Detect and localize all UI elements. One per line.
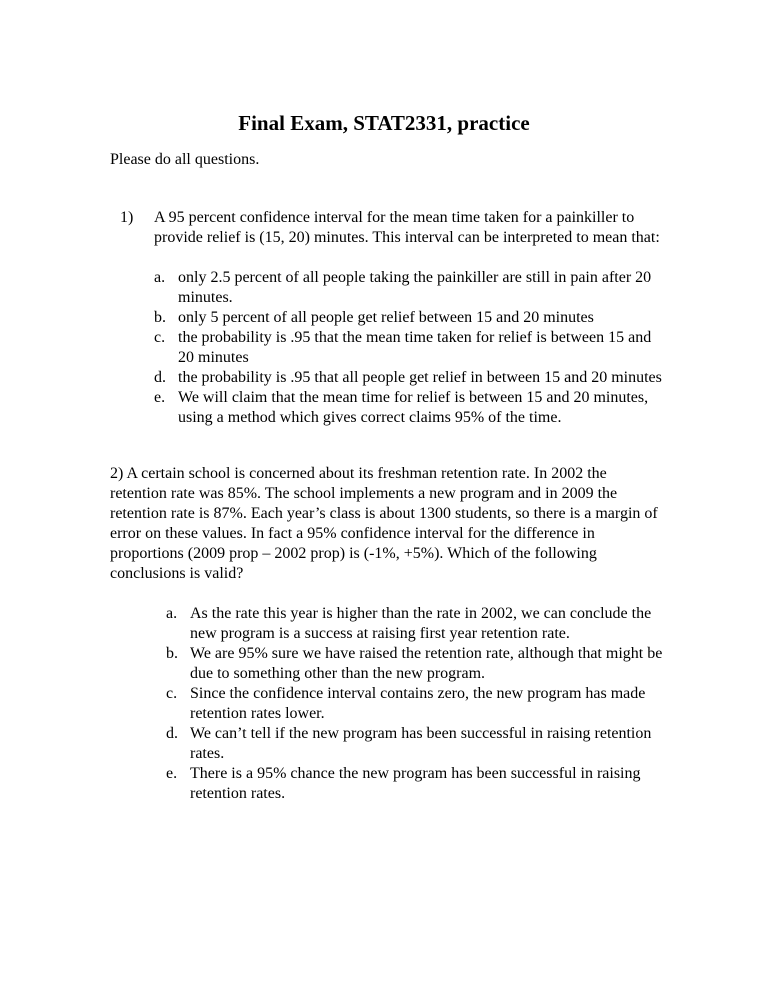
option-text: the probability is .95 that the mean time taken for relief is between 15 and 20 minutes <box>178 329 652 366</box>
option-letter: d. <box>154 369 166 386</box>
instructions: Please do all questions. <box>110 151 260 168</box>
option-letter: a. <box>166 605 178 622</box>
option-text: As the rate this year is higher than the rate in 2002, we can conclude the new program is a success at raising first year retention rate. <box>190 605 652 642</box>
option-letter: e. <box>166 765 178 782</box>
question-1-option-b <box>154 308 670 328</box>
page-title: Final Exam, STAT2331, practice <box>238 111 530 135</box>
option-text: There is a 95% chance the new program has been successful in raising retention rates. <box>190 765 641 802</box>
question-1-text: A 95 percent confidence interval for the mean time taken for a painkiller to provide relief is (15, 20) minutes. This interval can be interpreted to mean that: <box>154 209 660 246</box>
question-2 <box>110 464 665 804</box>
option-letter: b. <box>154 309 166 326</box>
option-text: only 2.5 percent of all people taking the painkiller are still in pain after 20 minutes. <box>178 269 652 306</box>
question-2-option-d <box>166 724 665 764</box>
question-2-option-a <box>166 604 665 644</box>
option-text: the probability is .95 that all people get relief in between 15 and 20 minutes <box>178 369 662 386</box>
question-1-option-e <box>154 388 670 428</box>
question-2-option-c <box>166 684 665 724</box>
question-1-option-a <box>154 268 670 308</box>
option-letter: c. <box>166 685 178 702</box>
question-1-option-c <box>154 328 670 368</box>
question-1-options <box>154 268 670 428</box>
option-letter: d. <box>166 725 178 742</box>
option-text: only 5 percent of all people get relief between 15 and 20 minutes <box>178 309 594 326</box>
question-2-body: A certain school is concerned about its freshman retention rate. In 2002 the retention rate was 85%. The school implements a new program and in 2009 the retention rate is 87%. Each year’s class is about 1300 students, so there is a margin of error on these values. In fact a 95% confidence interval for the difference in proportions (2009 prop – 2002 prop) is (-1%, +5%). Which of the following conclusions is valid? <box>110 465 658 582</box>
question-2-option-b <box>166 644 665 684</box>
question-2-options <box>166 604 665 804</box>
option-text: We can’t tell if the new program has been successful in raising retention rates. <box>190 725 652 762</box>
option-letter: c. <box>154 329 166 346</box>
option-text: We will claim that the mean time for relief is between 15 and 20 minutes, using a method which gives correct claims 95% of the time. <box>178 389 649 426</box>
question-2-number: 2) <box>110 465 124 482</box>
question-1-option-d <box>154 368 670 388</box>
option-letter: a. <box>154 269 166 286</box>
option-letter: b. <box>166 645 178 662</box>
question-1-number: 1) <box>120 209 134 226</box>
question-2-text <box>110 464 665 584</box>
option-text: We are 95% sure we have raised the retention rate, although that might be due to something other than the new program. <box>190 645 663 682</box>
option-letter: e. <box>154 389 166 406</box>
question-1 <box>110 208 670 428</box>
option-text: Since the confidence interval contains zero, the new program has made retention rates lower. <box>190 685 646 722</box>
question-2-option-e <box>166 764 665 804</box>
